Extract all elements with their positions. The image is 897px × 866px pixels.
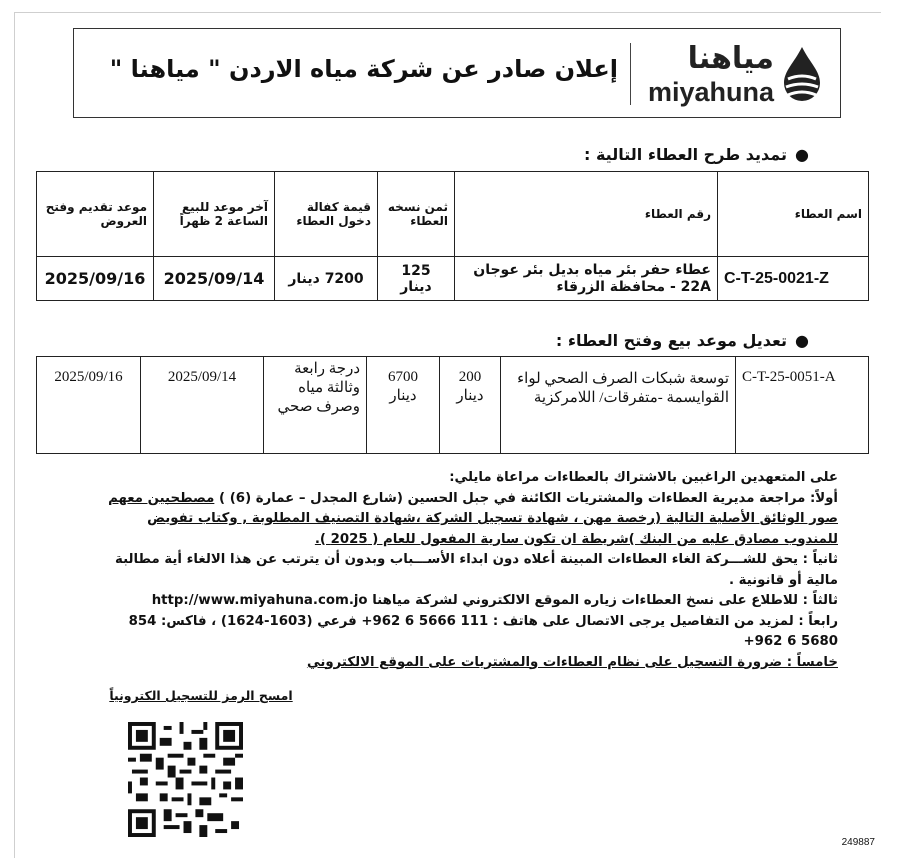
header-title: إعلان صادر عن شركة مياه الاردن " مياهنا " <box>109 55 618 83</box>
col-copy-price: ثمن نسخه العطاء <box>378 172 455 257</box>
condition-1-text: أولاً: مراجعة مديرية العطاءات والمشتريات الكائنة في جبل الحسين (شارع المجدل – عمارة (6) ) <box>219 490 838 506</box>
bond-value: 7200 دينار <box>275 257 378 301</box>
logo-english-text: miyahuna <box>647 77 774 107</box>
classification: درجة رابعة وثالثة مياه وصرف صحي <box>264 357 367 454</box>
qr-label: امسح الرمز للتسجيل الكترونياً <box>109 688 293 703</box>
col-bond-value: قيمة كفالة دخول العطاء <box>275 172 378 257</box>
tender-description: توسعة شبكات الصرف الصحي لواء القوايسمة -متفرقات/ اللامركزية <box>501 357 736 454</box>
copy-price: 125 دينار <box>378 257 455 301</box>
opening-date: 2025/09/16 <box>37 257 154 301</box>
col-last-sale-date: آخر موعد للبيع الساعة 2 ظهراً <box>154 172 275 257</box>
section1-title <box>584 145 809 164</box>
section1-title-text: تمديد طرح العطاء التالية : <box>584 145 788 164</box>
opening-date: 2025/09/16 <box>37 357 141 454</box>
tender-code: C-T-25-0021-Z <box>718 257 869 301</box>
tender-code: C-T-25-0051-A <box>736 357 869 454</box>
condition-4: رابعاً : لمزيد من التفاصيل يرجى الاتصال على هاتف : 111 5666 6 962+ فرعي (1603-1624) ، فاكس: 854 5680 6 962+ <box>128 613 838 649</box>
bond-value: 6700 دينار <box>367 357 440 454</box>
conditions-intro: على المتعهدين الراغبين بالاشتراك بالعطاءات مراعاة مايلي: <box>449 470 838 485</box>
qr-code-icon[interactable] <box>128 722 243 837</box>
last-sale-date: 2025/09/14 <box>154 257 275 301</box>
conditions-text <box>90 468 838 673</box>
announcement-header <box>73 28 841 118</box>
condition-3: ثالثاً : للاطلاع على نسخ العطاءات زياره الموقع الالكتروني لشركة مياهنا http://www.miyahuna.com.jo <box>151 593 838 608</box>
table-header-row <box>37 172 869 257</box>
condition-5: خامساً : ضرورة التسجيل على نظام العطاءات والمشتريات على الموقع الالكتروني <box>306 654 838 670</box>
bullet-icon: ● <box>795 331 809 350</box>
section2-title <box>556 331 809 350</box>
publication-code: 249887 <box>841 837 875 848</box>
table-row <box>37 257 869 301</box>
tender-table-2 <box>36 356 869 454</box>
col-tender-name: اسم العطاء <box>718 172 869 257</box>
logo-divider <box>630 43 631 105</box>
col-tender-number: رقم العطاء <box>455 172 718 257</box>
logo-arabic-text: مياهنا <box>687 41 774 76</box>
water-drop-icon <box>780 45 824 103</box>
tender-description: عطاء حفر بئر مياه بديل بئر عوجان 22A - محافظة الزرقاء <box>455 257 718 301</box>
miyahuna-logo <box>630 37 830 109</box>
section2-title-text: تعديل موعد بيع وفتح العطاء : <box>555 331 788 350</box>
condition-1-documents: مصطحبين معهم صور الوثائق الأصلية التالية (رخصة مهن ، شهادة تسجيل الشركة ،شهادة التصنيف المطلوبة , وكتاب تفويض للمندوب مصادق عليه من البنك )شريطة ان تكون سارية المفعول للعام ( 2025 ). <box>108 490 838 547</box>
condition-2: ثانياً : يحق للشـــركة الغاء العطاءات المبينة أعلاه دون ابداء الأســـباب وبدون أن يترتب عن هذا الالغاء أية مطالبة مالية أو قانونية . <box>115 552 838 588</box>
copy-price: 200 دينار <box>440 357 501 454</box>
col-opening-date: موعد تقديم وفتح العروض <box>37 172 154 257</box>
tender-table-1 <box>36 171 869 301</box>
condition-1 <box>90 489 838 551</box>
table-row <box>37 357 869 454</box>
last-sale-date: 2025/09/14 <box>141 357 264 454</box>
bullet-icon: ● <box>795 145 809 164</box>
